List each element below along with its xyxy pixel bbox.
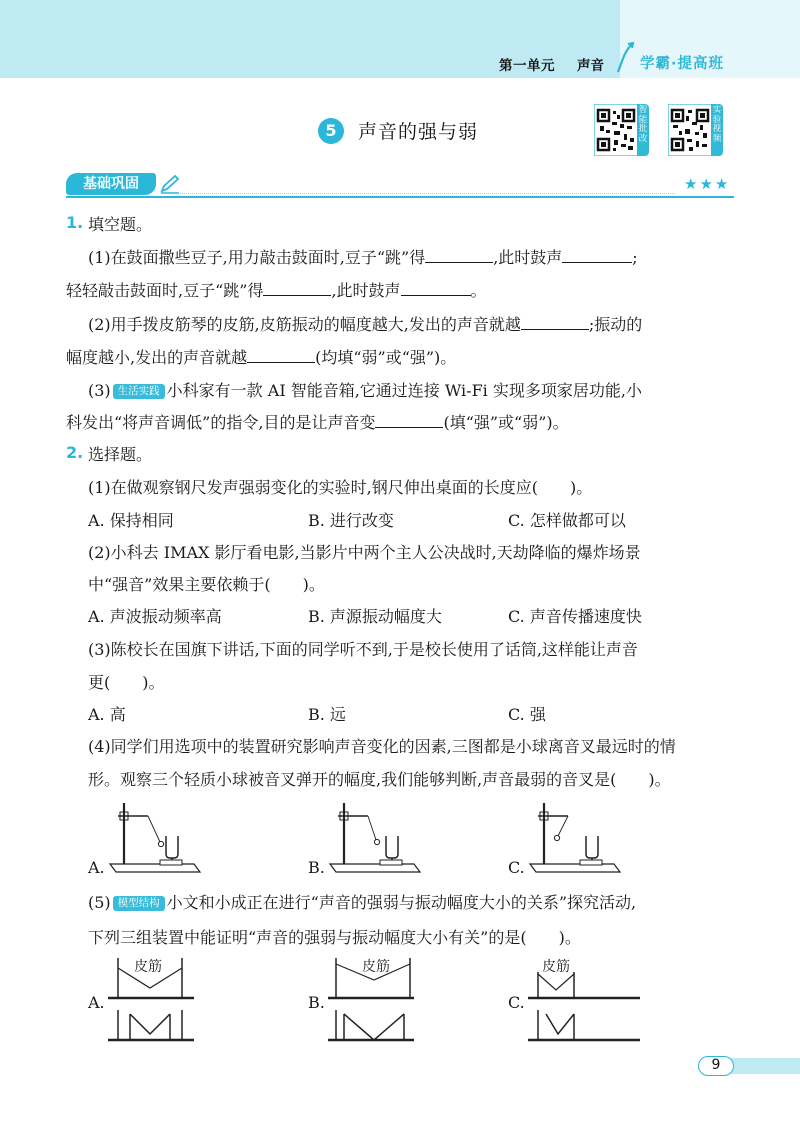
tuning-fork-apparatus-a	[108, 798, 204, 878]
option-c[interactable]: C. 强	[508, 705, 546, 724]
qr-code-icon[interactable]	[668, 104, 712, 156]
option-b[interactable]: B. 进行改变	[308, 511, 394, 530]
option-a[interactable]: A.	[88, 993, 105, 1012]
rubber-band-apparatus-c	[528, 954, 640, 1042]
rubber-band-label: 皮筋	[542, 959, 570, 975]
tuning-fork-apparatus-c	[528, 798, 624, 878]
option-c[interactable]: C. 怎样做都可以	[508, 511, 626, 530]
question-line: 幅度越小,发出的声音就越 (均填“弱”或“强”)。	[66, 348, 457, 367]
rubber-band-label: 皮筋	[362, 959, 390, 975]
question-line: (2)用手拨皮筋琴的皮筋,皮筋振动的幅度越大,发出的声音就越 ;振动的	[88, 315, 643, 334]
option-b[interactable]: B. 声源振动幅度大	[308, 607, 442, 626]
question-line: (1)在做观察钢尺发声强弱变化的实验时,钢尺伸出桌面的长度应( )。	[88, 478, 593, 497]
answer-blank[interactable]	[425, 249, 493, 263]
section-dotted-rule	[180, 193, 675, 194]
question-title: 选择题。	[88, 445, 153, 464]
section-rule	[66, 196, 734, 198]
option-c[interactable]: C.	[508, 993, 525, 1012]
question-line: (1)在鼓面撒些豆子,用力敲击鼓面时,豆子“跳”得 ,此时鼓声 ;	[88, 248, 638, 267]
topic-label: 声音	[577, 58, 604, 74]
option-a[interactable]: A.	[88, 858, 105, 877]
section-title-badge: 基础巩固	[66, 173, 156, 195]
unit-label: 第一单元	[499, 58, 555, 74]
answer-blank[interactable]	[562, 249, 632, 263]
question-line: 轻轻敲击鼓面时,豆子“跳”得 ,此时鼓声 。	[66, 281, 487, 300]
difficulty-stars: ★★★	[684, 175, 731, 193]
question-line: 科发出“将声音调低”的指令,目的是让声音变 (填“强”或“弱”)。	[66, 413, 569, 432]
rubber-band-apparatus-b	[328, 954, 414, 1042]
answer-blank[interactable]	[263, 282, 331, 296]
option-c[interactable]: C.	[508, 858, 525, 877]
question-line: (5) 模型结构 小文和小成正在进行“声音的强弱与振动幅度大小的关系”探究活动,	[88, 893, 637, 912]
lesson-number-badge: 5	[318, 118, 344, 144]
answer-blank[interactable]	[401, 282, 471, 296]
question-line: 形。观察三个轻质小球被音叉弹开的幅度,我们能够判断,声音最弱的音叉是( )。	[88, 770, 671, 789]
qr-caption: 实验视频	[711, 104, 723, 156]
option-a[interactable]: A. 声波振动频率高	[88, 607, 222, 626]
question-line: 中“强音”效果主要依赖于( )。	[88, 575, 325, 594]
qr-caption: 智能批改	[637, 104, 649, 156]
question-line: 更( )。	[88, 673, 165, 692]
option-c[interactable]: C. 声音传播速度快	[508, 607, 642, 626]
pencil-icon	[159, 174, 181, 194]
tuning-fork-apparatus-b	[328, 798, 424, 878]
question-number: 2.	[66, 443, 84, 462]
rubber-band-apparatus-a	[108, 954, 194, 1042]
question-line: (2)小科去 IMAX 影厅看电影,当影片中两个主人公决战时,天劫降临的爆炸场景	[88, 543, 641, 562]
page-number: 9	[698, 1056, 734, 1076]
question-line: (4)同学们用选项中的装置研究影响声音变化的因素,三图都是小球离音叉最远时的情	[88, 737, 676, 756]
brand-label: 学霸·提高班	[640, 56, 725, 72]
option-b[interactable]: B.	[308, 993, 325, 1012]
brand-swoosh-icon	[612, 40, 638, 74]
model-structure-tag: 模型结构	[113, 896, 165, 911]
answer-blank[interactable]	[247, 349, 315, 363]
life-practice-tag: 生活实践	[113, 384, 165, 399]
lesson-title: 声音的强与弱	[358, 121, 479, 143]
answer-blank[interactable]	[375, 414, 443, 428]
question-line: 下列三组装置中能证明“声音的强弱与振动幅度大小有关”的是( )。	[88, 928, 581, 947]
option-a[interactable]: A. 保持相同	[88, 511, 174, 530]
option-b[interactable]: B. 远	[308, 705, 346, 724]
option-a[interactable]: A. 高	[88, 705, 126, 724]
rubber-band-label: 皮筋	[134, 959, 162, 975]
question-number: 1.	[66, 213, 84, 232]
option-b[interactable]: B.	[308, 858, 325, 877]
qr-code-icon[interactable]	[594, 104, 638, 156]
answer-blank[interactable]	[521, 316, 589, 330]
question-line: (3) 生活实践 小科家有一款 AI 智能音箱,它通过连接 Wi-Fi 实现多项家居功能,小	[88, 381, 642, 400]
question-line: (3)陈校长在国旗下讲话,下面的同学听不到,于是校长使用了话筒,这样能让声音	[88, 640, 638, 659]
question-title: 填空题。	[88, 215, 153, 234]
